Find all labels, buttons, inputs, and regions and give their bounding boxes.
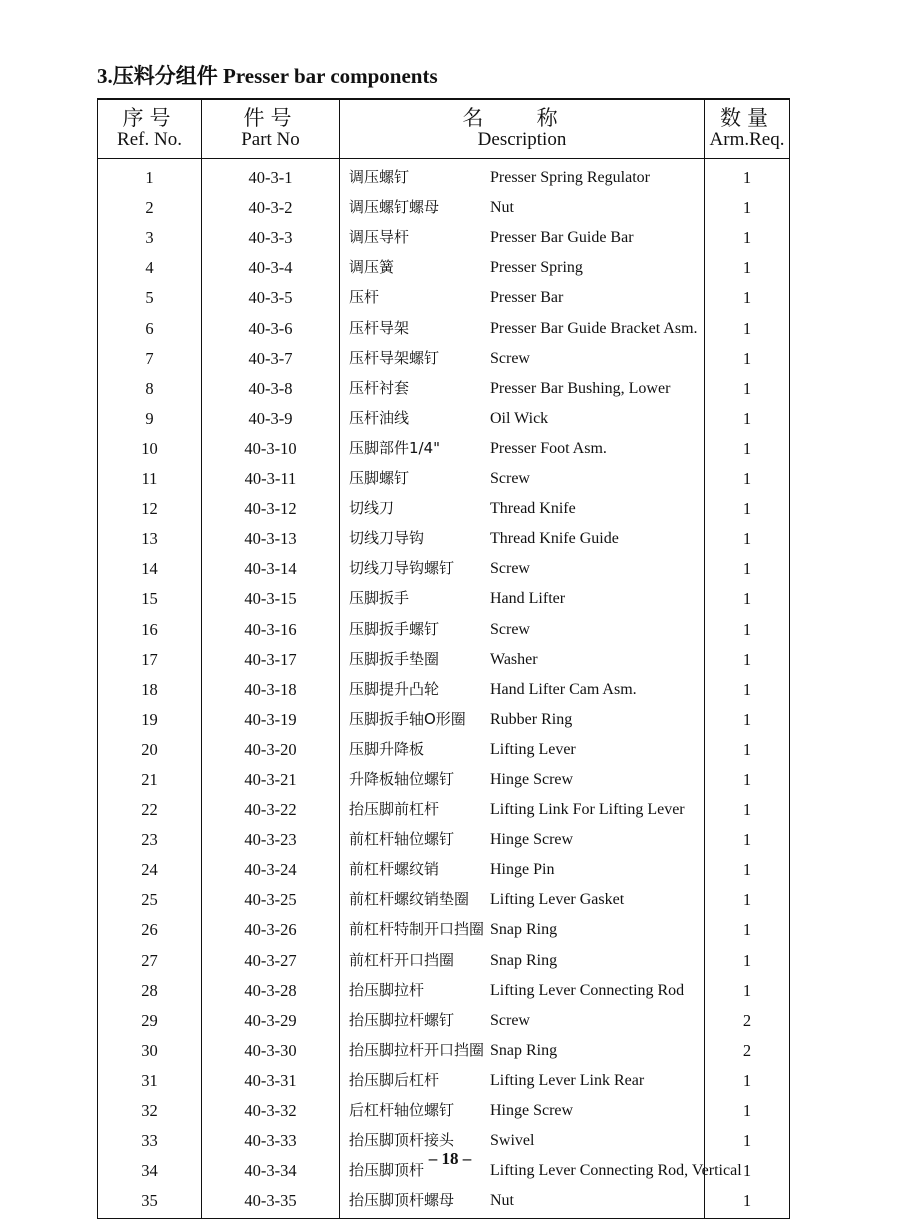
description-cell: [340, 1092, 705, 1122]
part-no-cell: 40-3-13: [202, 520, 340, 550]
description-cell: [340, 520, 705, 550]
description-cell: [340, 641, 705, 671]
table-row: [98, 159, 790, 190]
header-desc-en: Description: [477, 129, 567, 150]
description-cn: 前杠杆开口挡圈: [349, 950, 455, 969]
description-cn: 压脚扳手垫圈: [349, 649, 440, 668]
ref-no-cell: 21: [98, 761, 202, 791]
description-cell: [340, 159, 705, 190]
ref-no-cell: 30: [98, 1032, 202, 1062]
description-en: Snap Ring: [490, 921, 558, 939]
description-cell: [340, 791, 705, 821]
page-number: – 18 –: [428, 1149, 472, 1168]
table-row: [98, 1002, 790, 1032]
ref-no-cell: 4: [98, 249, 202, 279]
table-row: [98, 370, 790, 400]
description-cell: [340, 731, 705, 761]
part-no-cell: 40-3-18: [202, 671, 340, 701]
description-cn: 压脚升降板: [349, 739, 425, 758]
table-row: [98, 731, 790, 761]
ref-no-cell: 5: [98, 279, 202, 309]
table-row: [98, 821, 790, 851]
part-no-cell: 40-3-7: [202, 340, 340, 370]
description-en: Lifting Lever Gasket: [490, 891, 625, 909]
table-row: [98, 1092, 790, 1122]
quantity-cell: 1: [705, 791, 790, 821]
ref-no-cell: 9: [98, 400, 202, 430]
ref-no-cell: 13: [98, 520, 202, 550]
table-row: [98, 340, 790, 370]
description-cn: 升降板轴位螺钉: [349, 769, 455, 788]
table-row: [98, 641, 790, 671]
ref-no-cell: 28: [98, 972, 202, 1002]
description-cn: 前杠杆轴位螺钉: [349, 830, 455, 849]
description-cn: 切线刀导钩: [349, 529, 425, 548]
part-no-cell: 40-3-25: [202, 881, 340, 911]
description-en: Presser Bar Guide Bar: [490, 229, 634, 247]
description-cell: [340, 1122, 705, 1152]
ref-no-cell: 6: [98, 309, 202, 339]
quantity-cell: 1: [705, 610, 790, 640]
table-row: [98, 520, 790, 550]
quantity-cell: 1: [705, 761, 790, 791]
description-cn: 压脚扳手: [349, 589, 410, 608]
header-part: [202, 99, 340, 159]
part-no-cell: 40-3-29: [202, 1002, 340, 1032]
table-row: [98, 1182, 790, 1219]
part-no-cell: 40-3-9: [202, 400, 340, 430]
description-en: Presser Bar Bushing, Lower: [490, 379, 671, 397]
description-cell: [340, 550, 705, 580]
quantity-cell: 1: [705, 340, 790, 370]
description-cell: [340, 1062, 705, 1092]
description-en: Snap Ring: [490, 951, 558, 969]
description-en: Lifting Lever Link Rear: [490, 1071, 645, 1089]
part-no-cell: 40-3-1: [202, 159, 340, 190]
description-cell: [340, 430, 705, 460]
quantity-cell: 1: [705, 1062, 790, 1092]
quantity-cell: 1: [705, 370, 790, 400]
description-cn: 抬压脚前杠杆: [349, 800, 440, 819]
ref-no-cell: 17: [98, 641, 202, 671]
part-no-cell: 40-3-5: [202, 279, 340, 309]
description-en: Hand Lifter Cam Asm.: [490, 680, 637, 698]
quantity-cell: 1: [705, 580, 790, 610]
table-row: [98, 400, 790, 430]
description-cn: 后杠杆轴位螺钉: [349, 1101, 455, 1119]
table-row: [98, 701, 790, 731]
ref-no-cell: 8: [98, 370, 202, 400]
quantity-cell: 1: [705, 1092, 790, 1122]
part-no-cell: 40-3-34: [202, 1152, 340, 1182]
part-no-cell: 40-3-11: [202, 460, 340, 490]
table-row: [98, 309, 790, 339]
quantity-cell: 1: [705, 490, 790, 520]
table-row: [98, 1122, 790, 1152]
table-row: [98, 881, 790, 911]
part-no-cell: 40-3-19: [202, 701, 340, 731]
description-cn: 抬压脚拉杆螺钉: [349, 1010, 455, 1029]
quantity-cell: 1: [705, 641, 790, 671]
description-en: Nut: [490, 199, 514, 217]
description-en: Lifting Lever Connecting Rod: [490, 981, 685, 999]
quantity-cell: 1: [705, 309, 790, 339]
description-cn: 抬压脚拉杆: [349, 980, 425, 999]
parts-table: [97, 98, 790, 1219]
description-cell: [340, 309, 705, 339]
description-cn: 压脚提升凸轮: [349, 679, 440, 698]
ref-no-cell: 18: [98, 671, 202, 701]
description-en: Screw: [490, 1011, 530, 1029]
ref-no-cell: 11: [98, 460, 202, 490]
part-no-cell: 40-3-31: [202, 1062, 340, 1092]
header-qty: [705, 99, 790, 159]
quantity-cell: 1: [705, 701, 790, 731]
description-cn: 压杆: [349, 288, 380, 307]
ref-no-cell: 23: [98, 821, 202, 851]
description-en: Presser Spring Regulator: [490, 169, 650, 187]
ref-no-cell: 33: [98, 1122, 202, 1152]
description-en: Presser Spring: [490, 259, 583, 277]
description-cell: [340, 189, 705, 219]
description-cn: 前杠杆螺纹销: [349, 860, 440, 879]
quantity-cell: 1: [705, 400, 790, 430]
ref-no-cell: 27: [98, 941, 202, 971]
description-cn: 压杆油线: [349, 408, 410, 427]
description-cell: [340, 941, 705, 971]
quantity-cell: 1: [705, 941, 790, 971]
table-row: [98, 671, 790, 701]
table-row: [98, 1032, 790, 1062]
ref-no-cell: 2: [98, 189, 202, 219]
description-cell: [340, 671, 705, 701]
description-cell: [340, 821, 705, 851]
description-cn: 压脚扳手轴O形圈: [349, 709, 466, 728]
description-en: Presser Foot Asm.: [490, 439, 607, 457]
table-header-row: [98, 99, 790, 159]
description-en: Lifting Lever: [490, 740, 576, 758]
quantity-cell: 1: [705, 460, 790, 490]
description-en: Rubber Ring: [490, 710, 573, 728]
part-no-cell: 40-3-16: [202, 610, 340, 640]
quantity-cell: 1: [705, 279, 790, 309]
ref-no-cell: 16: [98, 610, 202, 640]
part-no-cell: 40-3-8: [202, 370, 340, 400]
quantity-cell: 1: [705, 249, 790, 279]
ref-no-cell: 29: [98, 1002, 202, 1032]
table-row: [98, 219, 790, 249]
part-no-cell: 40-3-12: [202, 490, 340, 520]
quantity-cell: 1: [705, 219, 790, 249]
table-row: [98, 490, 790, 520]
description-cn: 抬压脚顶杆接头: [349, 1131, 455, 1150]
table-row: [98, 580, 790, 610]
description-cell: [340, 249, 705, 279]
description-cn: 压杆导架螺钉: [349, 348, 440, 367]
header-qty-en: Arm.Req.: [709, 129, 785, 150]
table-row: [98, 279, 790, 309]
description-cell: [340, 490, 705, 520]
ref-no-cell: 3: [98, 219, 202, 249]
part-no-cell: 40-3-33: [202, 1122, 340, 1152]
description-cn: 切线刀导钩螺钉: [349, 559, 455, 578]
description-en: Hinge Screw: [490, 770, 574, 788]
quantity-cell: 1: [705, 911, 790, 941]
quantity-cell: 1: [705, 189, 790, 219]
quantity-cell: 1: [705, 881, 790, 911]
part-no-cell: 40-3-26: [202, 911, 340, 941]
description-en: Hinge Pin: [490, 861, 555, 879]
header-part-cn: 件号: [243, 106, 298, 130]
table-row: [98, 941, 790, 971]
part-no-cell: 40-3-15: [202, 580, 340, 610]
description-cn: 抬压脚拉杆开口挡圈: [349, 1040, 485, 1059]
ref-no-cell: 15: [98, 580, 202, 610]
description-cn: 压杆衬套: [349, 378, 410, 397]
part-no-cell: 40-3-21: [202, 761, 340, 791]
description-en: Hinge Screw: [490, 831, 574, 849]
quantity-cell: 1: [705, 671, 790, 701]
ref-no-cell: 25: [98, 881, 202, 911]
quantity-cell: 1: [705, 821, 790, 851]
description-cn: 调压螺钉螺母: [349, 198, 440, 217]
header-qty-cn: 数量: [720, 106, 774, 130]
ref-no-cell: 31: [98, 1062, 202, 1092]
ref-no-cell: 14: [98, 550, 202, 580]
description-en: Screw: [490, 349, 530, 367]
description-cell: [340, 219, 705, 249]
description-en: Washer: [490, 650, 538, 668]
quantity-cell: 1: [705, 851, 790, 881]
ref-no-cell: 26: [98, 911, 202, 941]
description-en: Presser Bar: [490, 289, 564, 307]
description-cn: 抬压脚后杠杆: [349, 1070, 440, 1089]
quantity-cell: 1: [705, 430, 790, 460]
part-no-cell: 40-3-24: [202, 851, 340, 881]
part-no-cell: 40-3-10: [202, 430, 340, 460]
part-no-cell: 40-3-30: [202, 1032, 340, 1062]
description-cell: [340, 400, 705, 430]
description-cell: [340, 580, 705, 610]
header-ref-cn: 序号: [122, 106, 177, 130]
table-row: [98, 460, 790, 490]
description-en: Screw: [490, 470, 530, 488]
part-no-cell: 40-3-3: [202, 219, 340, 249]
table-row: [98, 430, 790, 460]
description-cell: [340, 1032, 705, 1062]
header-desc: [340, 99, 705, 159]
table-row: [98, 610, 790, 640]
part-no-cell: 40-3-6: [202, 309, 340, 339]
part-no-cell: 40-3-14: [202, 550, 340, 580]
part-no-cell: 40-3-28: [202, 972, 340, 1002]
description-cn: 压杆导架: [349, 318, 410, 337]
description-cn: 调压螺钉: [349, 168, 410, 187]
quantity-cell: 1: [705, 159, 790, 190]
ref-no-cell: 10: [98, 430, 202, 460]
description-cell: [340, 1002, 705, 1032]
description-cell: [340, 370, 705, 400]
description-en: Nut: [490, 1192, 514, 1210]
description-cn: 前杠杆特制开口挡圈: [349, 920, 485, 939]
quantity-cell: 1: [705, 731, 790, 761]
quantity-cell: 2: [705, 1002, 790, 1032]
description-en: Hand Lifter: [490, 590, 566, 608]
description-en: Thread Knife Guide: [490, 530, 619, 548]
part-no-cell: 40-3-35: [202, 1182, 340, 1219]
description-cell: [340, 1182, 705, 1219]
quantity-cell: 2: [705, 1032, 790, 1062]
description-cell: [340, 851, 705, 881]
quantity-cell: 1: [705, 550, 790, 580]
part-no-cell: 40-3-4: [202, 249, 340, 279]
table-row: [98, 1062, 790, 1092]
part-no-cell: 40-3-32: [202, 1092, 340, 1122]
header-ref: [98, 99, 202, 159]
description-cell: [340, 460, 705, 490]
page-title: 3.压料分组件 Presser bar components: [97, 64, 438, 88]
description-en: Screw: [490, 620, 530, 638]
part-no-cell: 40-3-22: [202, 791, 340, 821]
description-en: Presser Bar Guide Bracket Asm.: [490, 319, 698, 337]
description-cn: 抬压脚顶杆螺母: [349, 1191, 455, 1210]
description-cell: [340, 701, 705, 731]
description-cn: 前杠杆螺纹销垫圈: [349, 890, 470, 909]
table-row: [98, 761, 790, 791]
description-en: Thread Knife: [490, 500, 576, 518]
ref-no-cell: 1: [98, 159, 202, 190]
description-cn: 调压导杆: [349, 228, 410, 247]
ref-no-cell: 32: [98, 1092, 202, 1122]
description-cn: 压脚部件1/4": [349, 438, 441, 457]
description-cell: [340, 972, 705, 1002]
header-desc-cn: 名 称: [462, 106, 582, 130]
table-row: [98, 550, 790, 580]
part-no-cell: 40-3-20: [202, 731, 340, 761]
part-no-cell: 40-3-17: [202, 641, 340, 671]
description-en: Snap Ring: [490, 1041, 558, 1059]
description-en: Oil Wick: [490, 409, 549, 427]
table-row: [98, 249, 790, 279]
ref-no-cell: 24: [98, 851, 202, 881]
description-en: Swivel: [490, 1132, 535, 1150]
description-cell: [340, 761, 705, 791]
description-cn: 调压簧: [349, 258, 395, 277]
description-cn: 压脚螺钉: [349, 469, 410, 488]
ref-no-cell: 22: [98, 791, 202, 821]
quantity-cell: 1: [705, 1152, 790, 1182]
table-row: [98, 972, 790, 1002]
description-en: Hinge Screw: [490, 1102, 574, 1119]
quantity-cell: 1: [705, 1122, 790, 1152]
table-row: [98, 189, 790, 219]
ref-no-cell: 35: [98, 1182, 202, 1219]
part-no-cell: 40-3-23: [202, 821, 340, 851]
ref-no-cell: 19: [98, 701, 202, 731]
description-cell: [340, 340, 705, 370]
description-cn: 抬压脚顶杆: [349, 1161, 425, 1180]
ref-no-cell: 7: [98, 340, 202, 370]
table-row: [98, 911, 790, 941]
ref-no-cell: 12: [98, 490, 202, 520]
description-cell: [340, 881, 705, 911]
ref-no-cell: 34: [98, 1152, 202, 1182]
quantity-cell: 1: [705, 520, 790, 550]
description-cell: [340, 279, 705, 309]
description-cn: 切线刀: [349, 499, 395, 518]
part-no-cell: 40-3-27: [202, 941, 340, 971]
description-cell: [340, 610, 705, 640]
header-ref-en: Ref. No.: [117, 129, 182, 150]
quantity-cell: 1: [705, 1182, 790, 1219]
description-en: Lifting Link For Lifting Lever: [490, 801, 685, 819]
description-cn: 压脚扳手螺钉: [349, 619, 440, 638]
part-no-cell: 40-3-2: [202, 189, 340, 219]
description-en: Lifting Lever Connecting Rod, Vertical: [490, 1162, 742, 1180]
table-row: [98, 851, 790, 881]
description-en: Screw: [490, 560, 530, 578]
header-part-en: Part No: [241, 129, 300, 150]
description-cell: [340, 911, 705, 941]
quantity-cell: 1: [705, 972, 790, 1002]
table-row: [98, 791, 790, 821]
ref-no-cell: 20: [98, 731, 202, 761]
